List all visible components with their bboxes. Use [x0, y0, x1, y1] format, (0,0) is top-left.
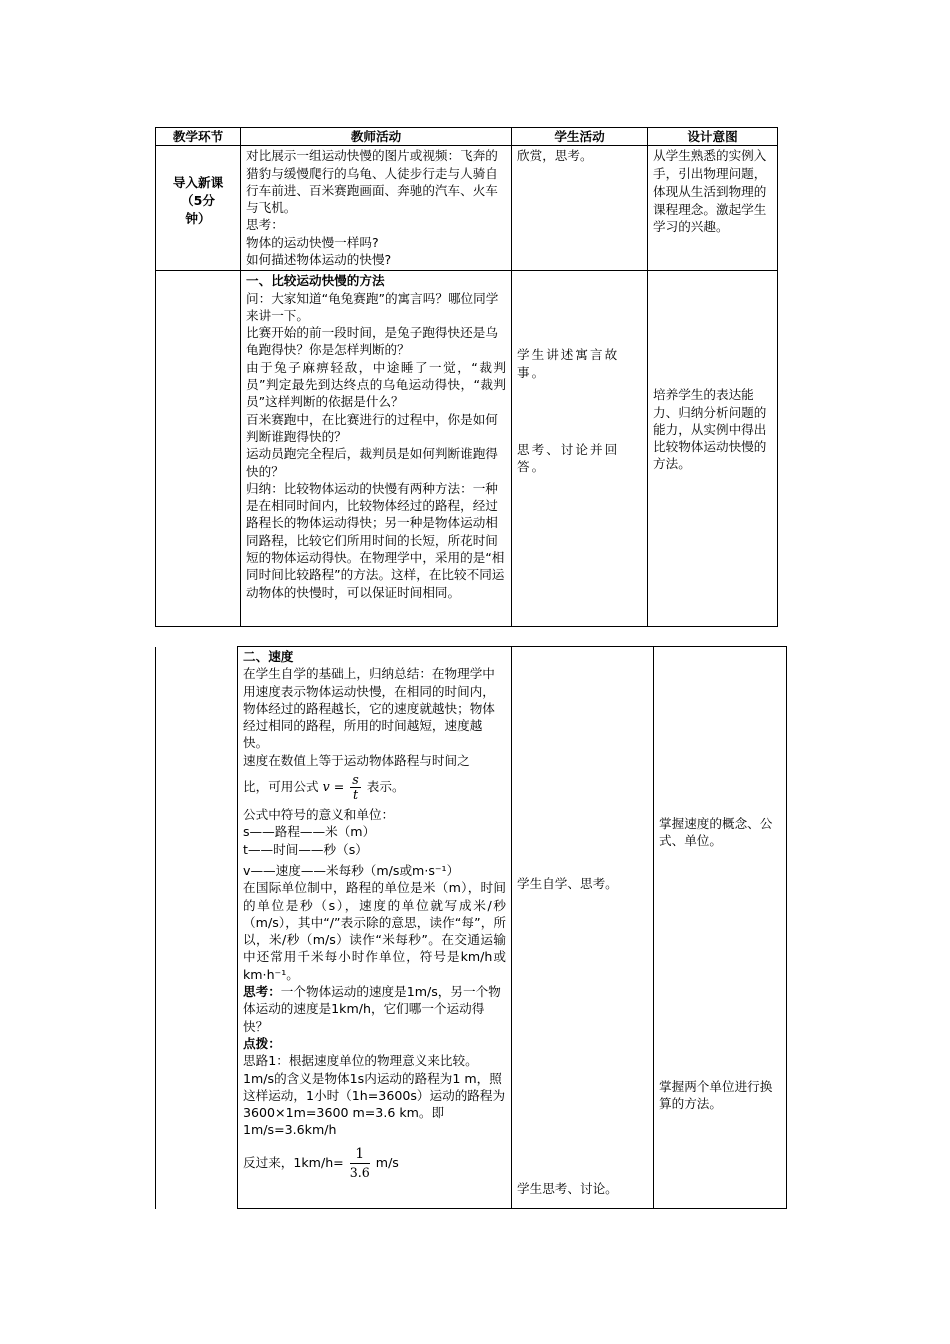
section-heading: 一、比较运动快慢的方法	[246, 273, 385, 289]
teacher-text: 归纳：比较物体运动的快慢有两种方法：一种是在相同时间内，比较物体经过的路程，经过路程长的物体运动得快；另一种是物体运动相同路程，比较它们所用时间的长短，所花时间短的物体运动得快。在物理学中，采用的是“相同时间比较路程”的方法。这样，在比较不同运动物体的快慢时，可以保证时间相同。	[246, 480, 505, 600]
teacher-text: 速度在数值上等于运动物体路程与时间之	[243, 752, 470, 768]
teacher-text: 在国际单位制中，路程的单位是米（m），时间的单位是秒（s），速度的单位就写成米/秒（m/s），其中“/”表示除的意思，读作“每”，所以，米/秒（m/s）读作“米每秒”。在交通运输中还常用千米每小时作单位，符号是km/h或km·h⁻¹。	[243, 880, 506, 982]
teacher-cell	[241, 146, 512, 271]
reverse-numerator: 1	[350, 1145, 370, 1164]
symbol-t: t——时间——秒（s）	[243, 841, 368, 857]
teacher-text: 问：大家知道“龟兔赛跑”的寓言吗？哪位同学来讲一下。	[246, 290, 499, 323]
teacher-text: 比赛开始的前一段时间，是兔子跑得快还是乌龟跑得快？你是怎样判断的？	[246, 325, 498, 358]
think-label: 思考：	[243, 984, 281, 1000]
header-teacher: 教师活动	[241, 128, 512, 146]
stage-label: 导入新课	[172, 175, 224, 191]
teacher-text: 反过来，1km/h=	[243, 1154, 344, 1170]
header-stage: 教学环节	[156, 128, 241, 146]
formula-v: v	[322, 779, 330, 795]
teacher-text: 物体的运动快慢一样吗?	[246, 234, 379, 250]
symbol-v: v——速度——米每秒（m/s或m·s⁻¹）	[243, 862, 460, 878]
teacher-text: 运动员跑完全程后，裁判员是如何判断谁跑得快的？	[246, 446, 498, 479]
stage-cell	[156, 271, 241, 627]
student-cell	[512, 647, 654, 1209]
formula-equals: =	[333, 779, 345, 795]
teacher-cell	[241, 271, 512, 627]
teacher-text: 对比展示一组运动快慢的图片或视频：飞奔的猎豹与缓慢爬行的乌龟、人徒步行走与人骑自行车前进、百米赛跑画面、奔驰的汽车、火车与飞机。	[246, 148, 498, 216]
teacher-text: 在学生自学的基础上，归纳总结：在物理学中用速度表示物体运动快慢，在相同的时间内，物体经过的路程越长，它的速度就越快；物体经过相同的路程，所用的时间越短，速度越快。	[243, 666, 495, 751]
formula-denominator: t	[353, 787, 359, 803]
reverse-conversion-line	[243, 1145, 506, 1182]
teacher-text: 公式中符号的意义和单位：	[243, 807, 395, 823]
conversion-result: 1m/s=3.6km/h	[243, 1122, 337, 1138]
teacher-text: 百米赛跑中，在比赛进行的过程中，你是如何判断谁跑得快的？	[246, 411, 498, 444]
student-text: 思考、讨论并回答。	[517, 441, 620, 475]
table-row	[156, 647, 787, 1209]
teacher-text: m/s	[375, 1154, 399, 1170]
design-text: 从学生熟悉的实例入手，引出物理问题，体现从生活到物理的课程理念。激起学生学习的兴趣。	[653, 148, 767, 235]
teacher-text: 表示。	[366, 779, 405, 795]
stage-time-unit: 钟）	[185, 211, 211, 227]
student-cell	[512, 271, 648, 627]
design-text: 掌握两个单位进行换算的方法。	[659, 1078, 773, 1111]
speed-formula-fraction	[350, 773, 360, 802]
student-text: 学生思考、讨论。	[517, 1181, 618, 1197]
lesson-plan-table-1	[155, 127, 778, 627]
stage-cell	[156, 146, 241, 271]
design-cell	[654, 647, 787, 1209]
teacher-cell	[238, 647, 512, 1209]
header-design: 设计意图	[648, 128, 778, 146]
hint-label: 点拨：	[243, 1035, 281, 1051]
stage-time: （5分	[181, 193, 215, 209]
table-row	[156, 271, 778, 627]
symbol-s: s——路程——米（m）	[243, 824, 376, 840]
formula-numerator: s	[352, 772, 359, 788]
teacher-text: 思考：	[246, 217, 284, 233]
header-student: 学生活动	[512, 128, 648, 146]
student-text: 欣赏，思考。	[517, 148, 593, 164]
student-cell	[512, 146, 648, 271]
think-paragraph	[243, 983, 506, 1035]
think-text: 一个物体运动的速度是1m/s，另一个物体运动的速度是1km/h，它们哪一个运动得快？	[243, 984, 501, 1034]
student-text: 学生自学、思考。	[517, 876, 618, 891]
formula-line	[243, 773, 506, 802]
student-text: 学生讲述寓言故事。	[517, 347, 620, 380]
section-heading: 二、速度	[243, 649, 294, 664]
design-cell	[648, 146, 778, 271]
lesson-plan-table-2	[155, 646, 787, 1209]
design-cell	[648, 271, 778, 627]
stage-cell	[156, 647, 238, 1209]
teacher-text: 比，可用公式	[243, 779, 319, 795]
design-text: 培养学生的表达能力、归纳分析问题的能力，从实例中得出比较物体运动快慢的方法。	[653, 387, 767, 472]
teacher-text: 思路1：根据速度单位的物理意义来比较。1m/s的含义是物体1s内运动的路程为1 m，照这样运动，1小时（1h=3600s）运动的路程为3600×1m=3600 m=3.6 km。即	[243, 1053, 506, 1121]
header-row	[156, 128, 778, 146]
table-row	[156, 146, 778, 271]
teacher-text: 由于兔子麻痹轻敌，中途睡了一觉，“裁判员”判定最先到达终点的乌龟运动得快，“裁判员”这样判断的依据是什么？	[246, 359, 506, 410]
reverse-fraction	[350, 1145, 370, 1182]
teacher-text: 如何描述物体运动的快慢?	[246, 252, 392, 268]
design-text: 掌握速度的概念、公式、单位。	[659, 816, 773, 849]
reverse-denominator: 3.6	[349, 1164, 370, 1180]
